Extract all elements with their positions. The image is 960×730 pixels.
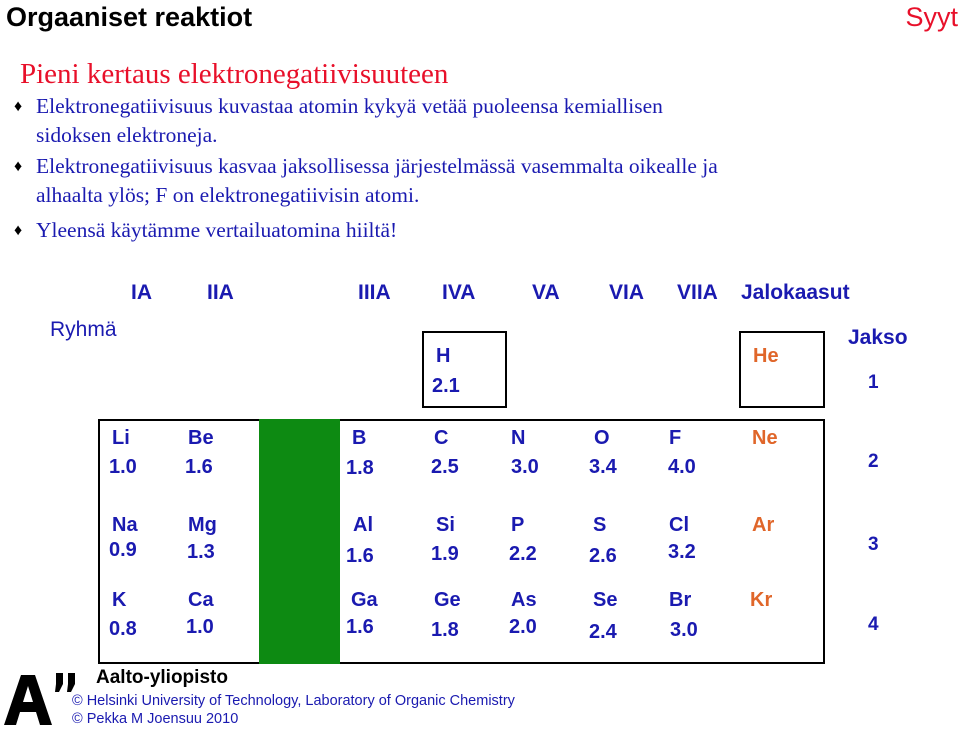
element-en-value: 3.4 xyxy=(589,456,617,478)
element-en-value: 0.9 xyxy=(109,539,137,561)
element-symbol: Li xyxy=(112,427,130,449)
footer-copyright-line-2: © Pekka M Joensuu 2010 xyxy=(72,711,239,727)
element-en-value: 2.4 xyxy=(589,621,617,643)
bullet-3-line1: Yleensä käytämme vertailuatomina hiiltä! xyxy=(36,218,398,242)
period-number-4: 4 xyxy=(868,614,879,635)
bullet-1 xyxy=(14,92,663,150)
element-symbol: P xyxy=(511,514,525,536)
period-column-label: Jakso xyxy=(848,326,908,349)
bullet-3 xyxy=(14,216,398,245)
element-en-value: 2.5 xyxy=(431,456,459,478)
element-en-value: 1.9 xyxy=(431,543,459,565)
group-header-va: VA xyxy=(532,281,560,304)
element-symbol: Be xyxy=(188,427,214,449)
bullet-1-line1: Elektronegatiivisuus kuvastaa atomin kykyä vetää puoleensa kemiallisen xyxy=(36,94,663,118)
element-symbol: Ga xyxy=(351,589,378,611)
element-symbol: S xyxy=(593,514,607,536)
aalto-logo-icon xyxy=(4,667,80,730)
element-en-value: 1.3 xyxy=(187,541,215,563)
period-number-3: 3 xyxy=(868,534,879,555)
element-symbol: Ar xyxy=(752,514,775,536)
element-symbol: B xyxy=(352,427,367,449)
aalto-logo-text: Aalto-yliopisto xyxy=(96,667,228,688)
group-row-label: Ryhmä xyxy=(50,318,117,341)
bullet-1-line2: sidoksen elektroneja. xyxy=(36,123,218,147)
header-title: Orgaaniset reaktiot xyxy=(6,2,253,32)
period-number-1: 1 xyxy=(868,372,879,393)
element-symbol: He xyxy=(753,345,779,367)
group-header-via: VIA xyxy=(609,281,645,304)
group-header-iva: IVA xyxy=(442,281,476,304)
header-right-label: Syyt xyxy=(905,2,958,32)
element-en-value: 2.6 xyxy=(589,545,617,567)
slide-title: Pieni kertaus elektronegatiivisuuteen xyxy=(20,58,449,90)
element-symbol: Se xyxy=(593,589,618,611)
element-en-value: 1.8 xyxy=(346,457,374,479)
element-en-value: 4.0 xyxy=(668,456,696,478)
element-en-value: 3.0 xyxy=(511,456,539,478)
element-en-value: 2.1 xyxy=(432,375,460,397)
bullet-2 xyxy=(14,152,718,210)
bullet-2-line2: alhaalta ylös; F on elektronegatiivisin atomi. xyxy=(36,183,420,207)
element-symbol: Ne xyxy=(752,427,778,449)
element-symbol: Si xyxy=(436,514,455,536)
element-en-value: 2.0 xyxy=(509,616,537,638)
element-symbol: K xyxy=(112,589,127,611)
element-symbol: Kr xyxy=(750,589,773,611)
element-symbol: Ca xyxy=(188,589,214,611)
group-header-viia: VIIA xyxy=(677,281,718,304)
group-header-ia: IA xyxy=(131,281,152,304)
group-header-noble-gases: Jalokaasut xyxy=(741,281,850,304)
element-en-value: 3.2 xyxy=(668,541,696,563)
element-symbol: O xyxy=(594,427,610,449)
element-en-value: 1.6 xyxy=(185,456,213,478)
element-en-value: 3.0 xyxy=(670,619,698,641)
transition-metals-bar xyxy=(259,419,340,664)
element-cell-he xyxy=(739,331,825,408)
element-symbol: Ge xyxy=(434,589,461,611)
element-symbol: C xyxy=(434,427,449,449)
element-symbol: Al xyxy=(353,514,373,536)
element-symbol: F xyxy=(669,427,682,449)
bullet-2-line1: Elektronegatiivisuus kasvaa jaksollisessa järjestelmässä vasemmalta oikealle ja xyxy=(36,154,718,178)
group-header-iia: IIA xyxy=(207,281,234,304)
element-symbol: N xyxy=(511,427,526,449)
diamond-bullet-icon: ♦ xyxy=(14,222,23,239)
element-symbol: H xyxy=(436,345,451,367)
diamond-bullet-icon: ♦ xyxy=(14,158,23,175)
element-symbol: Na xyxy=(112,514,138,536)
element-en-value: 1.6 xyxy=(346,545,374,567)
element-symbol: Cl xyxy=(669,514,689,536)
element-en-value: 1.0 xyxy=(109,456,137,478)
element-en-value: 1.0 xyxy=(186,616,214,638)
element-symbol: Br xyxy=(669,589,692,611)
element-en-value: 1.8 xyxy=(431,619,459,641)
element-symbol: Mg xyxy=(188,514,217,536)
footer-copyright-line-1: © Helsinki University of Technology, Laboratory of Organic Chemistry xyxy=(72,693,515,709)
group-header-iiia: IIIA xyxy=(358,281,391,304)
element-en-value: 0.8 xyxy=(109,618,137,640)
element-symbol: As xyxy=(511,589,537,611)
element-en-value: 2.2 xyxy=(509,543,537,565)
diamond-bullet-icon: ♦ xyxy=(14,98,23,115)
element-en-value: 1.6 xyxy=(346,616,374,638)
period-number-2: 2 xyxy=(868,451,879,472)
